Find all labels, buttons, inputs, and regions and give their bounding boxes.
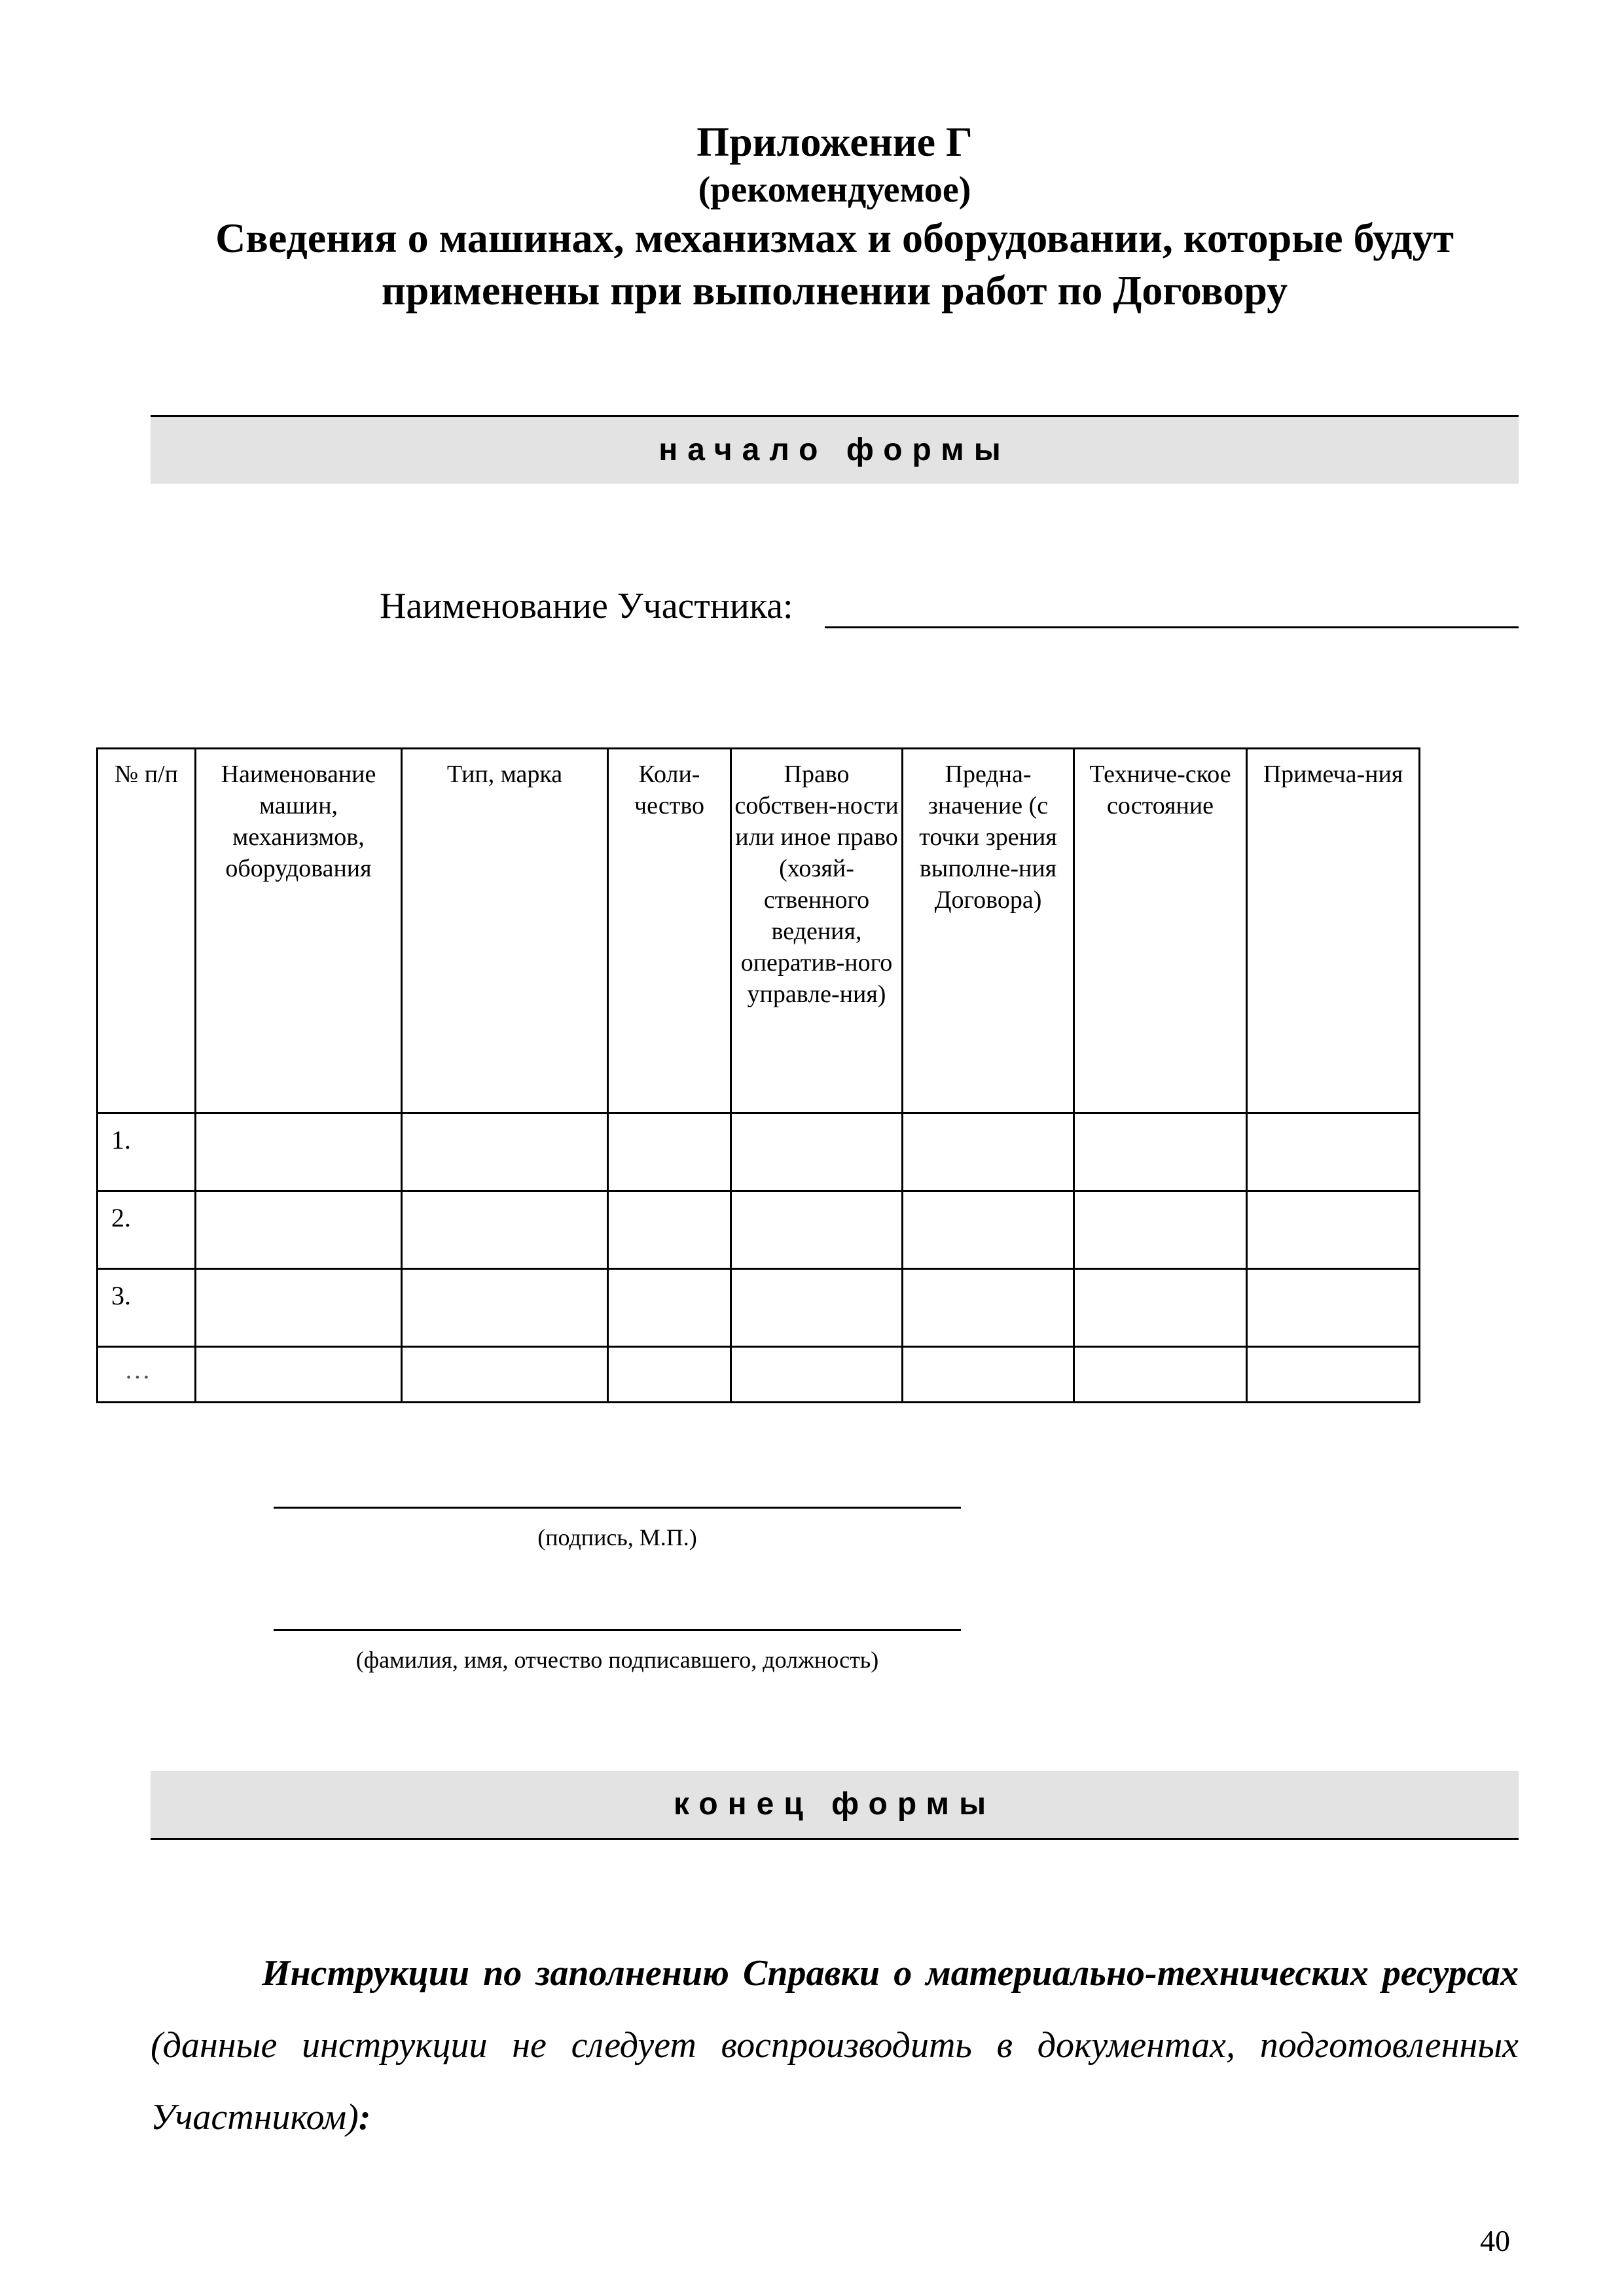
column-header-notes: Примеча-ния xyxy=(1247,749,1420,1113)
form-start-banner: начало формы xyxy=(151,415,1519,484)
signer-name-caption: (фамилия, имя, отчество подписавшего, должность) xyxy=(355,1647,879,1673)
form-end-banner: конец формы xyxy=(151,1771,1519,1840)
signer-name-block xyxy=(274,1629,961,1674)
table-cell[interactable] xyxy=(608,1347,731,1403)
row-ellipsis: … xyxy=(98,1347,196,1403)
table-cell[interactable] xyxy=(1247,1269,1420,1347)
table-row-ellipsis xyxy=(98,1347,1420,1403)
table-header-row xyxy=(98,749,1420,1113)
table-cell[interactable] xyxy=(196,1269,402,1347)
appendix-title-line-1: Сведения о машинах, механизмах и оборудовании, которые будут xyxy=(215,215,1454,261)
column-header-type: Тип, марка xyxy=(402,749,608,1113)
table-cell[interactable] xyxy=(196,1347,402,1403)
participant-name-row xyxy=(380,580,1519,632)
table-cell[interactable] xyxy=(402,1113,608,1191)
table-cell[interactable] xyxy=(731,1191,903,1269)
table-cell[interactable] xyxy=(731,1269,903,1347)
table-cell[interactable] xyxy=(608,1191,731,1269)
table-cell[interactable] xyxy=(196,1113,402,1191)
participant-name-label: Наименование Участника: xyxy=(380,586,793,626)
signature-caption: (подпись, М.П.) xyxy=(537,1524,697,1551)
table-cell[interactable] xyxy=(402,1269,608,1347)
row-number: 1. xyxy=(98,1113,196,1191)
table-cell[interactable] xyxy=(1074,1113,1247,1191)
column-header-ownership: Право собствен-ности или иное право (хозяй-ственного ведения, оператив-ного управле-ния) xyxy=(731,749,903,1113)
appendix-status: (рекомендуемое) xyxy=(698,170,971,210)
table-row xyxy=(98,1269,1420,1347)
table-cell[interactable] xyxy=(1247,1191,1420,1269)
column-header-name: Наименование машин, механизмов, оборудования xyxy=(196,749,402,1113)
row-number: 2. xyxy=(98,1191,196,1269)
table-cell[interactable] xyxy=(608,1113,731,1191)
appendix-header xyxy=(151,117,1519,317)
instructions-colon: : xyxy=(358,2097,371,2138)
table-cell[interactable] xyxy=(903,1347,1074,1403)
instructions-note: (данные инструкции не следует воспроизводить в документах, подготовленных Участником) xyxy=(151,2025,1519,2138)
equipment-table xyxy=(96,747,1420,1403)
appendix-label: Приложение Г xyxy=(696,118,973,165)
signer-name-line[interactable] xyxy=(274,1629,961,1631)
table-cell[interactable] xyxy=(903,1191,1074,1269)
table-row xyxy=(98,1113,1420,1191)
table-cell[interactable] xyxy=(731,1347,903,1403)
table-cell[interactable] xyxy=(608,1269,731,1347)
table-cell[interactable] xyxy=(731,1113,903,1191)
column-header-purpose: Предна-значение (с точки зрения выполне-ния Договора) xyxy=(903,749,1074,1113)
table-cell[interactable] xyxy=(903,1113,1074,1191)
table-cell[interactable] xyxy=(1074,1191,1247,1269)
appendix-title-line-2: применены при выполнении работ по Договору xyxy=(381,267,1288,314)
table-cell[interactable] xyxy=(1247,1113,1420,1191)
instructions-heading: Инструкции по заполнению Справки о материально-технических ресурсах xyxy=(262,1953,1519,1994)
table-cell[interactable] xyxy=(196,1191,402,1269)
column-header-number: № п/п xyxy=(98,749,196,1113)
signature-line[interactable] xyxy=(274,1507,961,1509)
table-cell[interactable] xyxy=(903,1269,1074,1347)
participant-name-field[interactable] xyxy=(825,626,1519,628)
instructions-paragraph xyxy=(151,1937,1519,2153)
row-number: 3. xyxy=(98,1269,196,1347)
table-cell[interactable] xyxy=(1074,1347,1247,1403)
table-cell[interactable] xyxy=(402,1191,608,1269)
page-number: 40 xyxy=(1480,2224,1510,2257)
signature-block xyxy=(274,1507,961,1552)
table-cell[interactable] xyxy=(402,1347,608,1403)
table-cell[interactable] xyxy=(1074,1269,1247,1347)
table-row xyxy=(98,1191,1420,1269)
column-header-condition: Техниче-ское состояние xyxy=(1074,749,1247,1113)
column-header-quantity: Коли-чество xyxy=(608,749,731,1113)
table-cell[interactable] xyxy=(1247,1347,1420,1403)
